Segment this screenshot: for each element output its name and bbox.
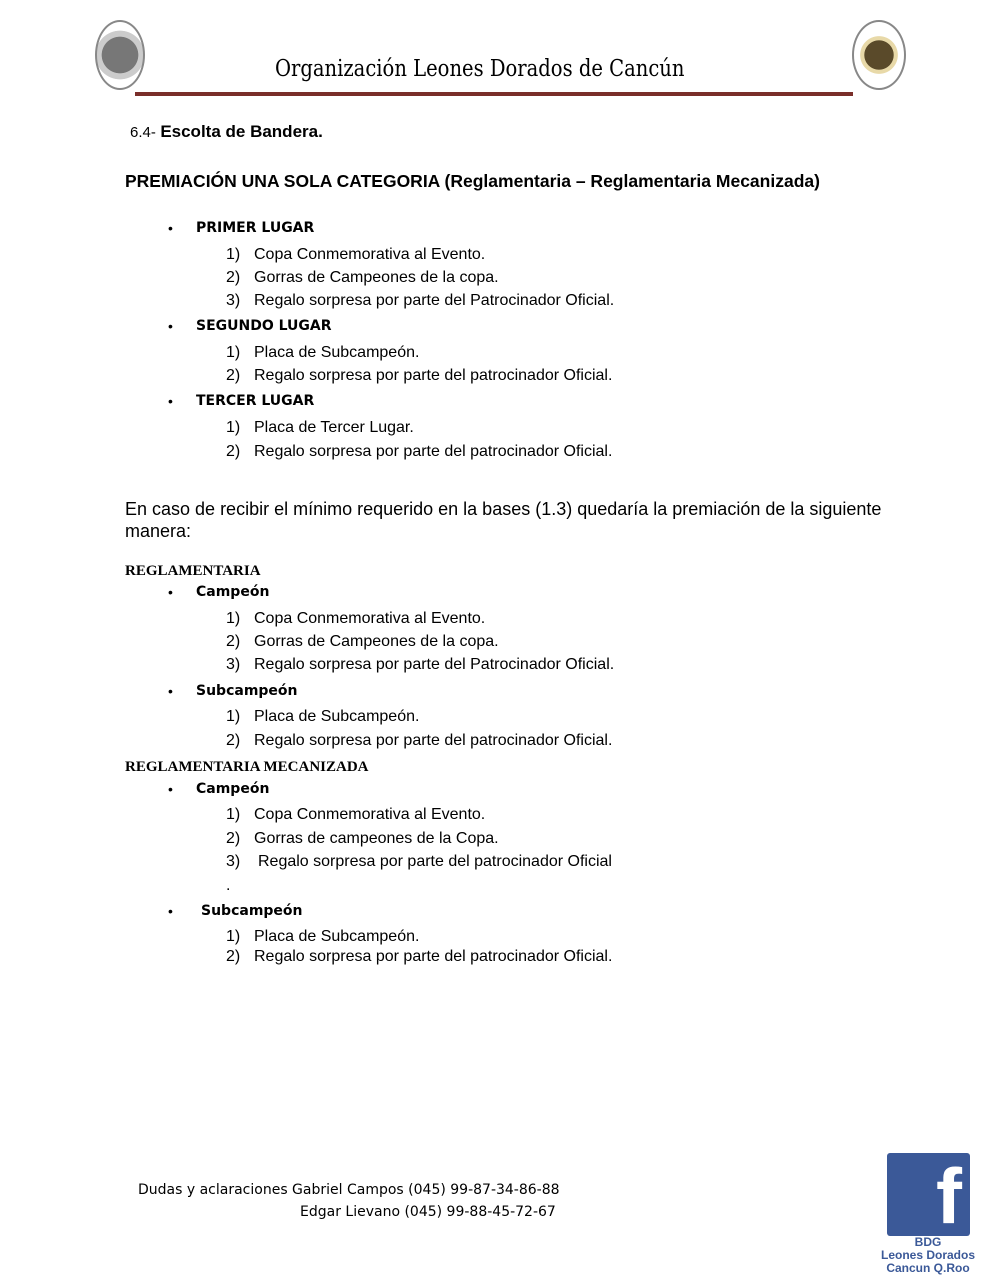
list-item: Copa Conmemorativa al Evento.: [254, 806, 486, 823]
award-group-label: Campeón: [196, 584, 270, 600]
award-group-label: PRIMER LUGAR: [196, 220, 315, 236]
award-group-label: Campeón: [196, 781, 270, 797]
list-number: 3): [226, 656, 241, 673]
bullet-icon: •: [168, 781, 173, 797]
section-number: 6.4-: [130, 124, 156, 141]
footer-contact-1: Dudas y aclaraciones Gabriel Campos (045) 99-87-34-86-88: [138, 1182, 560, 1198]
award-group-label: Subcampeón: [196, 683, 298, 699]
bullet-icon: •: [168, 903, 173, 919]
header-divider: [135, 92, 853, 96]
bullet-icon: •: [168, 584, 173, 600]
list-item: Regalo sorpresa por parte del patrocinador Oficial: [258, 853, 612, 870]
trailing-period: .: [226, 877, 231, 894]
facebook-caption-3: Cancun Q.Roo: [886, 1261, 970, 1275]
list-item: Placa de Subcampeón.: [254, 928, 420, 945]
list-number: 3): [226, 853, 241, 870]
list-item: Regalo sorpresa por parte del Patrocinador Oficial.: [254, 292, 615, 309]
list-number: 1): [226, 806, 241, 823]
list-number: 3): [226, 292, 241, 309]
list-item: Gorras de Campeones de la copa.: [254, 633, 499, 650]
award-group-label: SEGUNDO LUGAR: [196, 318, 332, 334]
list-number: 2): [226, 367, 241, 384]
list-number: 2): [226, 830, 241, 847]
list-item: Regalo sorpresa por parte del patrocinador Oficial.: [254, 732, 613, 749]
left-logo-seal: [95, 20, 145, 90]
facebook-caption-1: BDG: [914, 1235, 942, 1249]
section-heading: [130, 122, 323, 142]
bullet-icon: •: [168, 220, 173, 236]
list-item: Placa de Tercer Lugar.: [254, 419, 414, 436]
list-number: 1): [226, 708, 241, 725]
list-item: Placa de Subcampeón.: [254, 344, 420, 361]
facebook-f-glyph: f: [936, 1152, 962, 1240]
right-logo-crest: [852, 20, 906, 90]
award-group-label: TERCER LUGAR: [196, 393, 315, 409]
list-number: 2): [226, 948, 241, 965]
list-item: Gorras de campeones de la Copa.: [254, 830, 499, 847]
paragraph-line-2: manera:: [125, 521, 192, 541]
list-number: 1): [226, 928, 241, 945]
list-item: Regalo sorpresa por parte del patrocinador Oficial.: [254, 948, 613, 965]
list-item: Regalo sorpresa por parte del Patrocinador Oficial.: [254, 656, 615, 673]
section-title: Escolta de Bandera.: [160, 122, 323, 141]
bullet-icon: •: [168, 318, 173, 334]
list-number: 2): [226, 269, 241, 286]
reglamentaria-title: REGLAMENTARIA: [125, 563, 261, 579]
list-number: 2): [226, 633, 241, 650]
list-number: 2): [226, 732, 241, 749]
list-number: 1): [226, 246, 241, 263]
bullet-icon: •: [168, 683, 173, 699]
list-number: 1): [226, 610, 241, 627]
bullet-icon: •: [168, 393, 173, 409]
list-number: 1): [226, 419, 241, 436]
mecanizada-title: REGLAMENTARIA MECANIZADA: [125, 759, 369, 775]
list-item: Regalo sorpresa por parte del patrocinador Oficial.: [254, 367, 613, 384]
list-number: 1): [226, 344, 241, 361]
facebook-icon[interactable]: [887, 1152, 970, 1240]
list-item: Copa Conmemorativa al Evento.: [254, 610, 486, 627]
footer-contact-2: Edgar Lievano (045) 99-88-45-72-67: [300, 1204, 556, 1220]
awards-heading: PREMIACIÓN UNA SOLA CATEGORIA (Reglamentaria – Reglamentaria Mecanizada): [125, 171, 820, 191]
list-item: Regalo sorpresa por parte del patrocinador Oficial.: [254, 443, 613, 460]
facebook-caption-2: Leones Dorados: [880, 1248, 976, 1262]
paragraph-line-1: En caso de recibir el mínimo requerido en la bases (1.3) quedaría la premiación de la siguiente: [125, 499, 882, 519]
header-title: Organización Leones Dorados de Cancún: [275, 56, 685, 82]
award-group-label: Subcampeón: [201, 903, 303, 919]
list-item: Placa de Subcampeón.: [254, 708, 420, 725]
list-item: Copa Conmemorativa al Evento.: [254, 246, 486, 263]
list-number: 2): [226, 443, 241, 460]
list-item: Gorras de Campeones de la copa.: [254, 269, 499, 286]
